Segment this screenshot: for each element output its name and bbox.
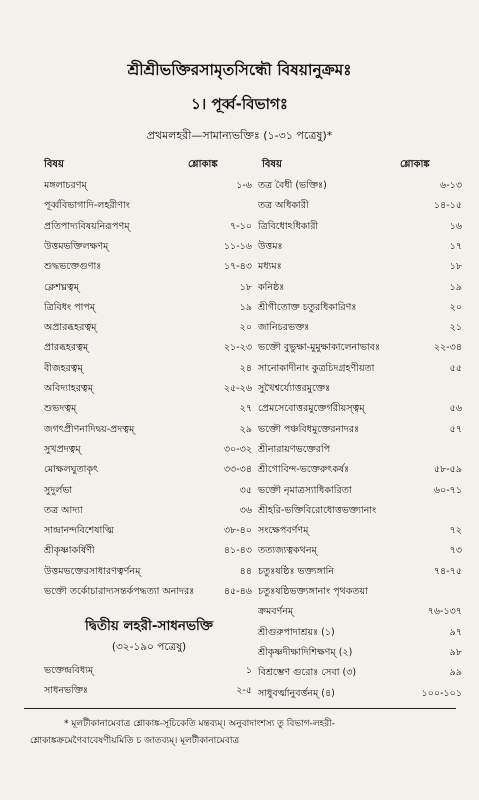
entry-subject: পূর্ব্ববিভাগাদি-লহরীণাং [44,200,130,212]
index-entry [44,543,252,559]
index-entry [44,300,252,316]
index-entry [44,683,252,699]
index-entry [258,239,462,255]
entry-subject: তত্র আদ্যা [44,504,83,516]
entry-subject: মঙ্গলাচরণম্ [44,180,87,191]
entry-verse-number: ২৯ [239,423,252,435]
entry-subject: ভক্তৌ তর্কোচারাদ্যসন্তর্কপদ্ধত্যা অনাদরঃ [44,586,195,597]
entry-subject: শুভদত্বম্ [44,403,77,415]
index-entry [44,178,252,194]
index-entry [44,442,252,458]
index-entry [258,543,462,559]
entry-subject: বিশ্রম্ভেণ গুরোঃ সেবা (৩) [258,667,357,679]
entry-verse-number: ৭-১০ [230,220,252,232]
entry-subject: ত্রিবিধং পাপম্ [44,301,96,313]
footnote-line-1: * মূলটীকানামেবাত্র শ্লোকাঙ্ক-সূচিকেতি মন্তব্যম্। অনুবাদাংশস্য তু বিভাগ-লহরী- [64,719,336,729]
entry-verse-number: ৭৪-৭৫ [433,565,462,577]
entry-verse-number: ৪৫-৪৬ [223,586,252,597]
entry-subject: সংক্ষেপবর্ণণম্ [258,525,309,537]
entry-verse-number: ৩৫ [239,484,252,496]
entry-subject: উত্তমভক্তেরসাধারণত্বর্ণনম্ [44,565,141,577]
index-entry [258,686,462,702]
entry-verse-number: ২৫-২৬ [223,383,252,394]
entry-subject: শ্রীগীতোক্ত চতুরধিকারিণঃ [258,301,357,313]
entry-verse-number: ৬-১৩ [440,180,462,191]
index-entry [44,219,252,235]
book-title: শ্রীশ্রীভক্তিরসামৃতসিন্ধৌ বিষয়ানুক্রমঃ [127,61,352,79]
index-entry [44,340,252,356]
entry-subject: শ্রীগুরুপাদাশ্রয়ঃ (১) [258,626,335,638]
second-lahari-title: দ্বিতীয় লহরী-সাধনভক্তি [84,618,214,634]
index-entry [258,584,462,600]
index-entry [44,320,252,336]
entry-verse-number: ২১-২৩ [223,342,252,354]
entry-subject: জগৎপ্রীণনাদিদ্বয়-প্রদত্বম্ [44,423,135,435]
entry-verse-number: ৯৯ [449,667,462,679]
index-entry [258,564,462,580]
entry-verse-number: ৯৭ [449,626,462,638]
entry-verse-number: ১৪-১৫ [433,200,462,212]
entry-subject: উত্তমভক্তিলক্ষণম্ [44,240,109,252]
entry-verse-number: ২-৫ [236,685,252,696]
entry-subject: সুখপ্রদত্বম্ [44,443,81,455]
entry-verse-number: ১১-১৬ [223,240,252,252]
entry-verse-number: ৫৮-৫৯ [433,464,462,476]
index-entry [258,259,462,275]
left-verse-header: শ্লোকাঙ্ক [188,159,218,170]
entry-verse-number: ১০০-১০১ [421,687,462,699]
entry-subject: শ্রীকৃষ্ণাকর্ষিণী [44,545,95,557]
index-entry [258,483,462,499]
entry-subject: শ্রীনারায়ণভক্তেরপি [258,443,331,455]
entry-verse-number: ২১ [449,322,462,334]
entry-subject: প্রারব্ধহরত্বম্ [44,342,89,354]
entry-subject: ক্লেশঘ্নত্বম্ [44,281,80,293]
index-entry [258,645,462,661]
entry-subject: ভক্তেন্দ্রবিধ্যম্ [44,665,94,676]
entry-verse-number: ২০ [449,301,462,313]
index-entry [44,198,252,214]
lahari-heading: প্রথমলহরী—সামান্যভক্তিঃ (১-৩১ পত্রেষু)* [146,129,333,142]
index-entry [258,462,462,478]
entry-verse-number: ২৪ [239,362,252,374]
entry-verse-number: ৪১-৪৩ [223,545,252,557]
index-entry [44,239,252,255]
entry-subject: শ্রীকৃষ্ণদীক্ষাদিশিক্ষণম্ (২) [258,646,353,658]
entry-subject: মোক্ষলঘুতাকৃৎ [44,464,99,476]
left-subject-header: বিষয় [44,159,64,170]
index-entry [44,503,252,519]
index-entry [258,625,462,641]
entry-verse-number: ৭৬-১৩৭ [427,606,462,618]
entry-subject: তত্যজ্যত্বকথনম্ [258,545,317,557]
entry-subject: চতুঃষষ্ঠিভক্ত্যঙ্গানাং পৃথকতয়া [258,586,368,597]
entry-subject: বীজহরত্বম্ [44,362,83,374]
entry-subject: ভক্তৌ পঞ্চবিধমুক্তেরনাদরঃ [258,423,360,435]
index-entry [44,564,252,580]
index-entry [258,219,462,235]
entry-subject: সুখৈশ্বর্য্যোত্তরমুক্তেঃ [258,383,331,394]
entry-verse-number: ১৯ [449,281,462,293]
entry-subject: সাধুবর্ত্মানুবর্ত্তনম্ (৪) [258,687,335,699]
index-entry [258,361,462,377]
right-verse-header: শ্লোকাঙ্ক [400,159,430,170]
entry-subject: শুদ্ধভক্তেগুণাঃ [44,261,102,273]
entry-verse-number: ২২-৩৪ [433,342,462,354]
section-heading: ১। পূর্ব্ব-বিভাগঃ [191,95,288,113]
index-entry [44,483,252,499]
index-entry [44,584,252,600]
index-entry [258,442,462,458]
entry-verse-number: ৫৫ [449,362,462,374]
index-entry [44,422,252,438]
entry-verse-number: ১৬ [449,220,462,232]
second-lahari-subtitle: (৩২-১৯০ পত্রেষু) [111,641,187,653]
entry-verse-number: ৩০-৩২ [223,443,252,455]
index-entry [258,665,462,681]
index-entry [44,361,252,377]
index-entry [44,663,252,679]
entry-verse-number: ১৮ [449,261,462,273]
entry-subject: সুদুর্লভা [44,484,73,496]
entry-subject: তত্র বৈধী (ভক্তিঃ) [258,180,327,191]
entry-subject: শ্রীগোবিন্দ-ভক্তেরুৎকর্ষঃ [258,464,350,476]
entry-verse-number: ১ [245,665,252,676]
entry-subject: প্রতিপাদ্যবিষয়নিরূপণম্ [44,220,130,232]
entry-subject: ক্রমবর্ণনম্ [258,606,294,618]
index-entry [44,462,252,478]
right-subject-header: বিষয় [262,159,282,170]
entry-verse-number: ১৭-৪৩ [223,261,252,273]
index-entry [44,280,252,296]
entry-subject: প্রেমসেবোত্তরমুক্তের্গরীয়স্ত্বম্ [258,403,365,415]
entry-subject: চতুঃষষ্ঠিঃ ভক্ত্যঙ্গানি [258,565,335,577]
entry-subject: মধ্যমঃ [258,261,282,273]
entry-subject: ভক্তৌ বুভুক্ষা-মুমুক্ষাকালেনাভাবঃ [258,342,381,354]
entry-subject: সাধনভক্তিঃ [44,685,89,696]
index-entry [258,401,462,417]
entry-verse-number: ১৮ [239,281,252,293]
index-entry [44,523,252,539]
index-entry [44,259,252,275]
index-entry [258,300,462,316]
entry-verse-number: ২০ [239,322,252,334]
entry-subject: ভক্তৌ নৃমাত্রস্যাধিকারিতা [258,484,352,496]
index-entry [258,523,462,539]
index-entry [44,401,252,417]
entry-verse-number: ৫৭ [449,423,462,435]
entry-verse-number: ৬০-৭১ [433,484,462,496]
entry-subject: ত্রিবিধোঽধিকারী [258,220,319,232]
entry-subject: উত্তমঃ [258,240,283,252]
index-entry [258,198,462,214]
entry-subject: অপ্রারব্ধহরত্বম্ [44,322,97,334]
entry-verse-number: ১-৬ [236,180,252,191]
index-entry [258,340,462,356]
footnote-line-2: শ্লোকাঙ্কক্রমেণৈবাবেষণীয়মিতি চ জাতব্যম্। মূলটীকানামেবাত্র [30,736,240,746]
index-entry [44,381,252,397]
index-entry [258,178,462,194]
entry-subject: কনিষ্ঠঃ [258,281,285,293]
entry-verse-number: ৫৬ [449,403,462,415]
entry-subject: শ্রীহরি-ভক্তিবিরোধোত্তভক্ত্যানাং [258,504,377,516]
footnote-divider [24,708,456,709]
index-entry [258,604,462,620]
entry-verse-number: ৯৮ [449,646,462,658]
index-entry [258,320,462,336]
entry-verse-number: ৩৮-৪০ [223,525,252,537]
index-entry [258,381,462,397]
entry-verse-number: ৩৬ [239,504,252,516]
entry-verse-number: ১৯ [239,301,252,313]
index-entry [258,280,462,296]
entry-verse-number: ৭২ [449,525,462,537]
entry-verse-number: ৭৩ [449,545,462,557]
index-entry [258,422,462,438]
entry-subject: জানিচরভক্তঃ [258,322,310,334]
entry-verse-number: ৪৪ [239,565,252,577]
entry-subject: সানোকাদীনাং কুত্রচিদগ্রহণীয়তা [258,362,375,374]
entry-subject: সান্দ্রানন্দবিশেষাত্মি [44,525,115,537]
entry-verse-number: ১৭ [449,240,462,252]
entry-subject: তত্র অধিকারী [258,200,309,212]
index-entry [258,503,462,519]
entry-subject: অবিদ্যাহরত্বম্ [44,383,93,394]
entry-verse-number: ২৭ [239,403,252,415]
entry-verse-number: ৩৩-৩৪ [223,464,252,476]
